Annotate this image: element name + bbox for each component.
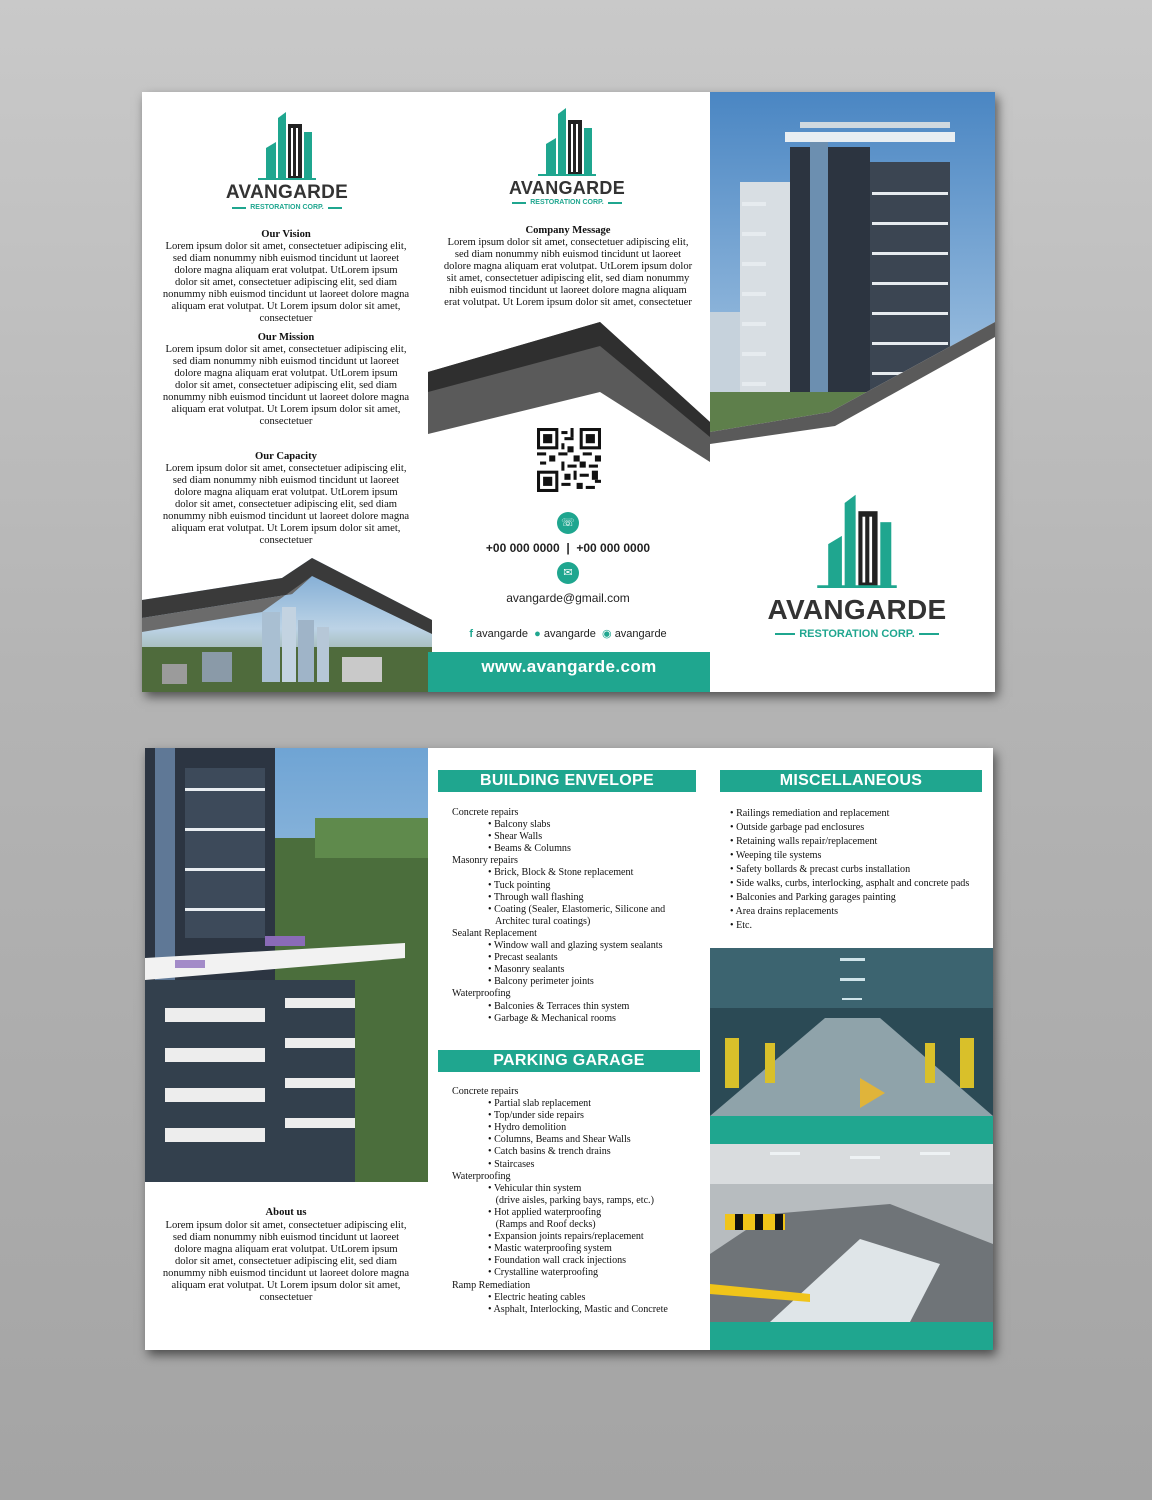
parking-garage-photo-1	[710, 948, 993, 1116]
service-item: • Top/under side repairs	[452, 1110, 702, 1122]
vision-text: Lorem ipsum dolor sit amet, consectetuer adipiscing elit, sed diam nonummy nibh euismod tincidunt ut laoreet dolore magna aliquam erat volutpat. UtLorem ipsum dolor sit amet, consectetuer adipiscing elit, sed diam nonummy nibh euismod tincidunt ut laoreet dolore magna aliquam erat volutpat. Ut Lorem ipsum dolor sit amet, consectetuer	[162, 241, 410, 324]
misc-item: • Railings remediation and replacement	[730, 807, 988, 821]
tower-photo	[710, 92, 995, 462]
residential-building-photo	[145, 748, 428, 1182]
brand-logo-large	[742, 492, 972, 640]
service-item: • Masonry sealants	[452, 964, 702, 976]
misc-item: • Weeping tile systems	[730, 849, 988, 863]
company-message-heading: Company Message	[525, 225, 611, 236]
brand-name: AVANGARDE	[767, 594, 947, 625]
email-icon: ✉	[557, 562, 579, 584]
service-item: • Hydro demolition	[452, 1122, 702, 1134]
brochure-inside	[145, 748, 993, 1350]
service-item: • Brick, Block & Stone replacement	[452, 867, 702, 879]
service-item: • Balcony perimeter joints	[452, 976, 702, 988]
building-envelope-title: BUILDING ENVELOPE	[438, 770, 696, 792]
qr-code	[537, 428, 601, 492]
service-item: • Precast sealants	[452, 952, 702, 964]
service-item: • Mastic waterproofing system	[452, 1243, 702, 1255]
misc-item: • Etc.	[730, 919, 988, 933]
service-item: • Crystalline waterproofing	[452, 1267, 702, 1279]
facebook-handle[interactable]: avangarde	[476, 628, 529, 640]
service-category: Ramp Remediation	[452, 1279, 531, 1291]
service-item: • Tuck pointing	[452, 880, 702, 892]
messenger-handle[interactable]: avangarde	[543, 628, 596, 640]
misc-item: • Retaining walls repair/replacement	[730, 835, 988, 849]
brand-subtitle: RESTORATION CORP.	[799, 628, 915, 640]
brand-logo-small	[222, 110, 352, 211]
building-logo-icon	[532, 106, 602, 176]
building-envelope-list	[452, 807, 702, 1025]
phone-numbers: +00 000 0000 | +00 000 0000	[485, 541, 651, 555]
brand-subtitle: RESTORATION CORP.	[250, 204, 324, 211]
service-item: • Through wall flashing	[452, 892, 702, 904]
service-item: (drive aisles, parking bays, ramps, etc.)	[495, 1194, 654, 1206]
brochure-outside	[142, 92, 995, 692]
city-skyline-photo	[142, 552, 432, 692]
miscellaneous-title: MISCELLANEOUS	[720, 770, 982, 792]
capacity-heading: Our Capacity	[255, 451, 317, 462]
company-message-text: Lorem ipsum dolor sit amet, consectetuer adipiscing elit, sed diam nonummy nibh euismod tincidunt ut laoreet dolore magna aliquam erat volutpat. UtLorem ipsum dolor sit amet, consectetuer adipiscing elit, sed diam nonummy nibh euismod tincidunt ut laoreet dolore magna aliquam erat volutpat. Ut Lorem ipsum dolor sit amet, consectetuer	[443, 237, 693, 308]
service-item: • Beams & Columns	[452, 843, 702, 855]
instagram-handle[interactable]: avangarde	[614, 628, 667, 640]
capacity-text: Lorem ipsum dolor sit amet, consectetuer adipiscing elit, sed diam nonummy nibh euismod tincidunt ut laoreet dolore magna aliquam erat volutpat. UtLorem ipsum dolor sit amet, consectetuer adipiscing elit, sed diam nonummy nibh euismod tincidunt ut laoreet dolore magna aliquam erat volutpat. Ut Lorem ipsum dolor sit amet, consectetuer	[162, 463, 410, 546]
vision-heading: Our Vision	[261, 229, 311, 240]
brand-subtitle: RESTORATION CORP.	[530, 199, 604, 206]
phone-icon: ☏	[557, 512, 579, 534]
miscellaneous-list	[730, 807, 988, 933]
service-item: • Window wall and glazing system sealants	[452, 940, 702, 952]
misc-item: • Side walks, curbs, interlocking, asphalt and concrete pads	[730, 877, 988, 891]
service-item: • Shear Walls	[452, 831, 702, 843]
service-item: • Balconies & Terraces thin system	[452, 1001, 702, 1013]
service-item: • Staircases	[452, 1159, 702, 1171]
misc-item: • Area drains replacements	[730, 905, 988, 919]
service-category: Waterproofing	[452, 1170, 511, 1182]
service-category: Sealant Replacement	[452, 927, 537, 939]
brand-logo-middle	[502, 106, 632, 206]
service-category: Waterproofing	[452, 988, 511, 1000]
misc-item: • Safety bollards & precast curbs installation	[730, 863, 988, 877]
website-banner	[428, 652, 710, 692]
service-item: • Catch basins & trench drains	[452, 1146, 702, 1158]
service-item: • Partial slab replacement	[452, 1098, 702, 1110]
service-item: • Electric heating cables	[452, 1292, 702, 1304]
service-item: • Balcony slabs	[452, 819, 702, 831]
email-address[interactable]: avangarde@gmail.com	[506, 591, 630, 605]
teal-band-1	[710, 1116, 993, 1144]
service-item: • Hot applied waterproofing	[452, 1207, 702, 1219]
mission-heading: Our Mission	[257, 332, 315, 343]
parking-garage-photo-2	[710, 1144, 993, 1322]
service-item: Architec tural coatings)	[495, 915, 591, 927]
service-item: • Columns, Beams and Shear Walls	[452, 1134, 702, 1146]
social-links	[442, 627, 694, 640]
teal-band-2	[710, 1322, 993, 1350]
mission-text: Lorem ipsum dolor sit amet, consectetuer adipiscing elit, sed diam nonummy nibh euismod tincidunt ut laoreet dolore magna aliquam erat volutpat. UtLorem ipsum dolor sit amet, consectetuer adipiscing elit, sed diam nonummy nibh euismod tincidunt ut laoreet dolore magna aliquam erat volutpat. Ut Lorem ipsum dolor sit amet, consectetuer	[162, 344, 410, 427]
about-heading: About us	[265, 1207, 307, 1218]
service-item: • Vehicular thin system	[452, 1183, 702, 1195]
website-url[interactable]: www.avangarde.com	[481, 657, 657, 676]
building-logo-icon	[809, 492, 905, 588]
facebook-icon: f	[469, 628, 473, 640]
about-text: Lorem ipsum dolor sit amet, consectetuer adipiscing elit, sed diam nonummy nibh euismod tincidunt ut laoreet dolore magna aliquam erat volutpat. UtLorem ipsum dolor sit amet, consectetuer adipiscing elit, sed diam nonummy nibh euismod tincidunt ut laoreet dolore magna aliquam erat volutpat. Ut Lorem ipsum dolor sit amet, consectetuer	[162, 1220, 410, 1303]
messenger-icon: ●	[534, 628, 541, 640]
misc-item: • Outside garbage pad enclosures	[730, 821, 988, 835]
parking-garage-list	[452, 1086, 702, 1316]
service-item: • Asphalt, Interlocking, Mastic and Concrete	[452, 1304, 702, 1316]
service-item: • Garbage & Mechanical rooms	[452, 1013, 702, 1025]
service-item: • Foundation wall crack injections	[452, 1255, 702, 1267]
brand-name: AVANGARDE	[225, 182, 349, 203]
service-item: • Expansion joints repairs/replacement	[452, 1231, 702, 1243]
instagram-icon: ◉	[602, 628, 612, 640]
misc-item: • Balconies and Parking garages painting	[730, 891, 988, 905]
brand-name: AVANGARDE	[508, 178, 626, 198]
service-item: (Ramps and Roof decks)	[495, 1219, 596, 1231]
service-category: Concrete repairs	[452, 807, 519, 818]
service-category: Masonry repairs	[452, 855, 518, 867]
building-logo-icon	[252, 110, 322, 180]
parking-garage-title: PARKING GARAGE STRUCTURES	[438, 1050, 700, 1072]
service-item: • Coating (Sealer, Elastomeric, Silicone and	[452, 904, 702, 916]
service-category: Concrete repairs	[452, 1086, 519, 1097]
